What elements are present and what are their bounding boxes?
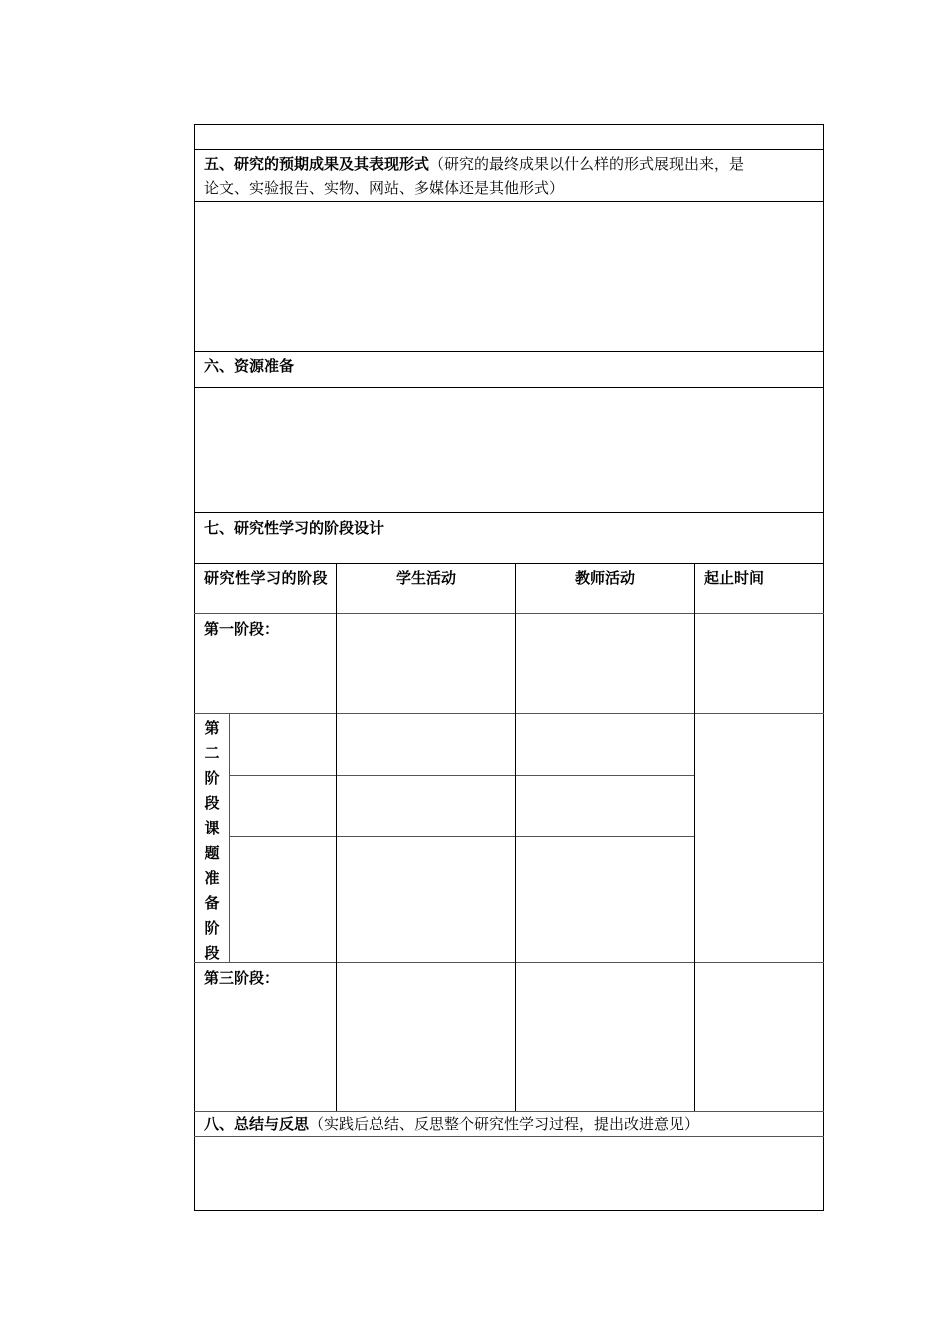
- column-divider: [336, 563, 337, 1111]
- row-divider: [194, 1136, 824, 1137]
- row-divider: [194, 613, 824, 614]
- section7-title: 七、研究性学习的阶段设计: [204, 519, 385, 537]
- header-time-range: 起止时间: [704, 569, 765, 587]
- section6-title: 六、资源准备: [204, 357, 295, 375]
- row-divider: [194, 563, 824, 564]
- row-divider: [194, 149, 824, 150]
- section8-heading: [204, 1112, 699, 1136]
- column-divider: [229, 713, 230, 962]
- planning-table: [194, 124, 824, 1211]
- stage3-label: 第三阶段：: [204, 969, 280, 987]
- row-divider: [194, 351, 824, 352]
- subrow-divider: [229, 836, 694, 837]
- subrow-divider: [229, 775, 694, 776]
- section5-note: （研究的最终成果以什么样的形式展现出来，是: [429, 155, 745, 173]
- header-student-activity: 学生活动: [395, 569, 456, 587]
- row-divider: [194, 387, 824, 388]
- stage1-label: 第一阶段：: [204, 620, 280, 638]
- header-stage: 研究性学习的阶段: [204, 569, 329, 587]
- section5-heading: [204, 152, 744, 176]
- column-divider: [694, 563, 695, 1111]
- row-divider: [194, 962, 824, 963]
- column-divider: [515, 563, 516, 1111]
- stage2-label: 第二阶段课题准备阶段: [204, 719, 220, 962]
- section8-note: （实践后总结、反思整个研究性学习过程，提出改进意见）: [309, 1115, 700, 1133]
- row-divider: [194, 201, 824, 202]
- header-teacher-activity: 教师活动: [574, 569, 635, 587]
- row-divider: [194, 512, 824, 513]
- row-divider: [194, 713, 824, 714]
- section8-title: 八、总结与反思: [204, 1115, 310, 1133]
- section5-title: 五、研究的预期成果及其表现形式: [204, 155, 430, 173]
- section5-note-continued: 论文、实验报告、实物、网站、多媒体还是其他形式）: [204, 179, 565, 197]
